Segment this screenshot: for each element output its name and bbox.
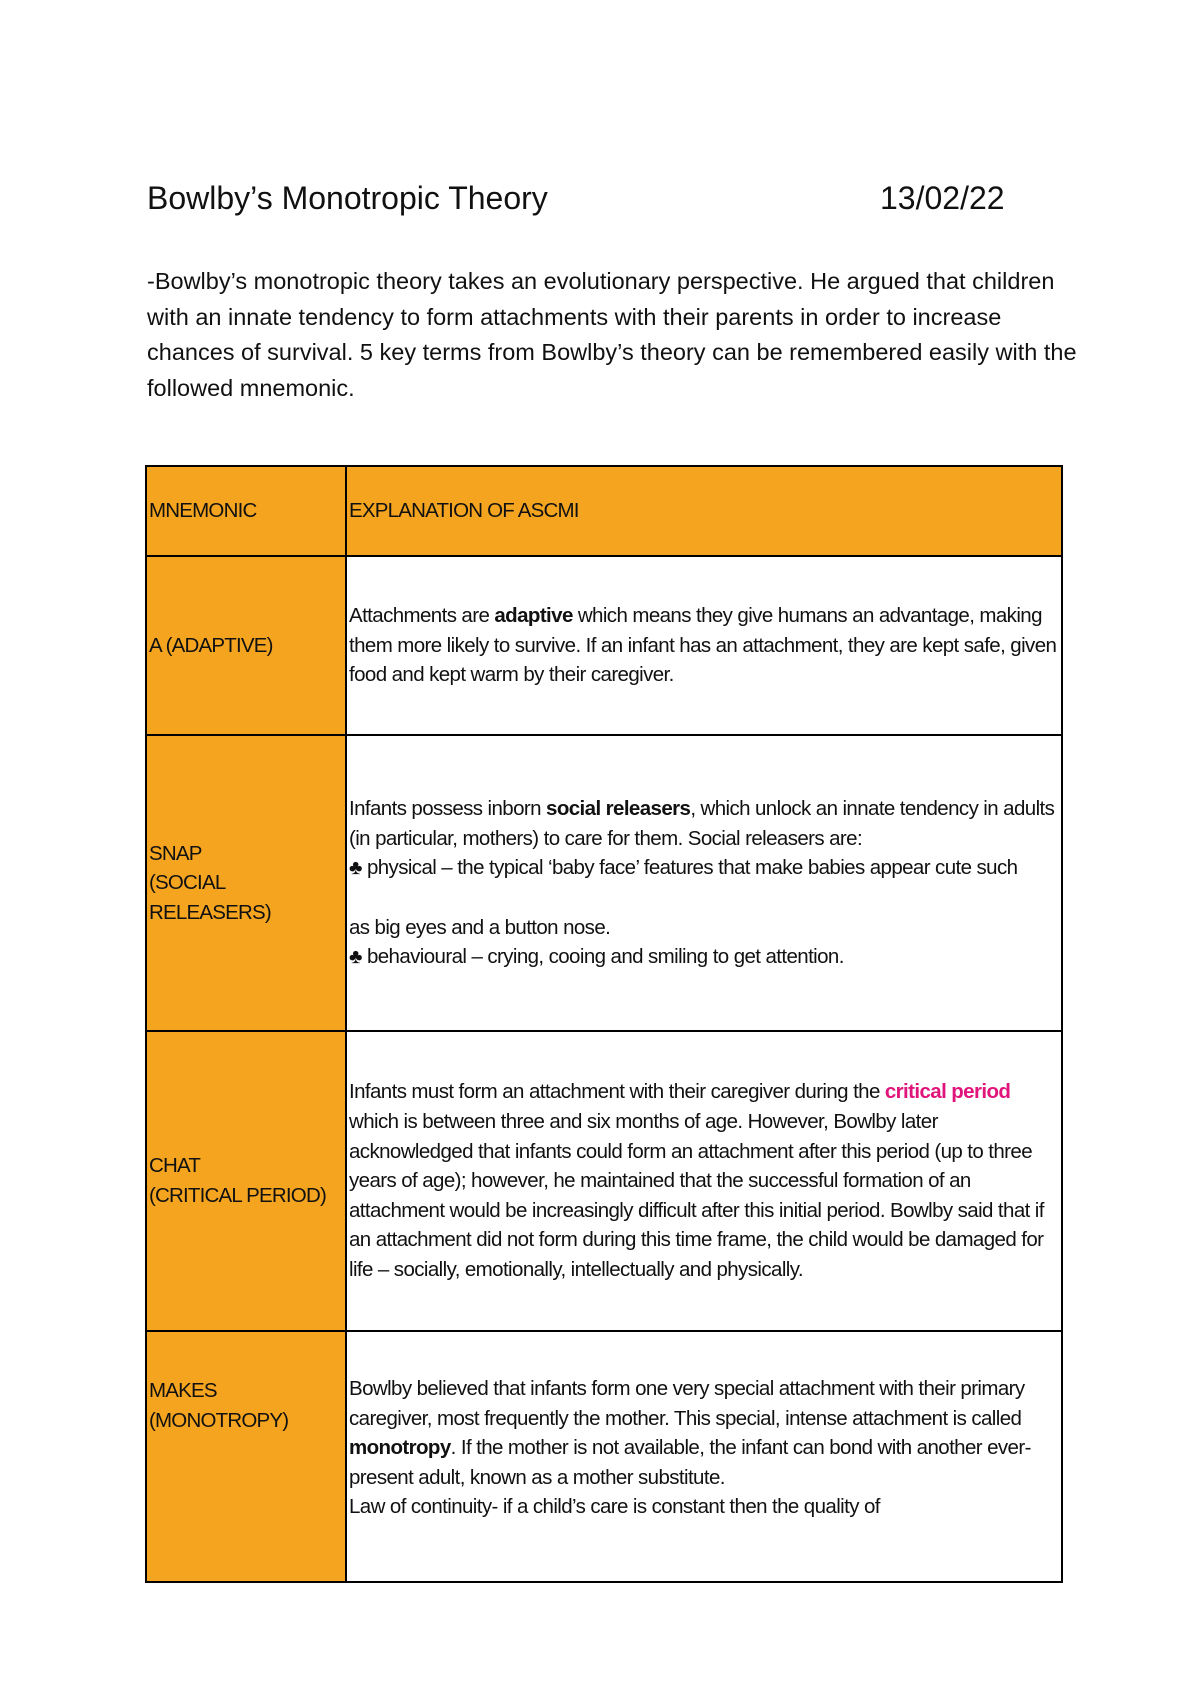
mnemonic-snap-term: (SOCIAL RELEASERS) [149,871,271,924]
mnemonic-cell-adaptive [146,556,346,735]
mnemonic-makes: MAKES [149,1379,217,1402]
mnemonic-makes-term: (MONOTROPY) [149,1408,289,1432]
mnemonic-snap: SNAP [149,841,202,865]
explanation-cell-makes: Bowlby believed that infants form one very special attachment with their primary caregiver, most frequently the mother. This special, intense attachment is called monotropy. If the mother is not available, the infant can bond with another ever- present adult, known as a mother substitute. Law of continuity- if a child’s care is constant then the quality of [346,1331,1062,1582]
mnemonic-adaptive: A (ADAPTIVE) [149,633,273,657]
explanation-cell-adaptive: Attachments are adaptive which means they give humans an advantage, making them more likely to survive. If an infant has an attachment, they are kept safe, given food and kept warm by their caregiver. [346,556,1062,735]
explanation-cell-snap: Infants possess inborn social releasers, which unlock an innate tendency in adults (in particular, mothers) to care for them. Social releasers are: ♣ physical – the typical ‘baby face’ features that make babies appear cute such as big eyes and a button nose. ♣ behavioural – crying, cooing and smiling to get attention. [346,735,1062,1031]
header-mnemonic: MNEMONIC [146,466,346,556]
bullet-physical-continuation: as big eyes and a button nose. [349,915,611,939]
document-title: Bowlby’s Monotropic Theory [147,180,548,216]
mnemonic-cell-chat [146,1031,346,1331]
mnemonic-chat-term: (CRITICAL PERIOD) [149,1184,326,1207]
bullet-behavioural: ♣ behavioural – crying, cooing and smiling to get attention. [349,945,844,969]
intro-paragraph: -Bowlby’s monotropic theory takes an evolutionary perspective. He argued that children with an innate tendency to form attachments with their parents in order to increase chances of survival. 5 key terms from Bowlby’s theory can be remembered easily with the followed mnemonic. [147,268,1077,401]
term-monotropy: monotropy [349,1436,451,1460]
table-row-chat [146,1031,1062,1331]
document-header [147,176,1027,220]
term-critical-period: critical period [884,1080,1011,1104]
bullet-physical: ♣ physical – the typical ‘baby face’ features that make babies appear cute such [349,856,1018,880]
table-header-row [146,466,1062,556]
law-of-continuity: Law of continuity- if a child’s care is constant then the quality of [349,1495,880,1519]
mnemonic-cell-makes [146,1331,346,1582]
term-social-releasers: social releasers [546,797,691,821]
document-date: 13/02/22 [880,180,1005,216]
mnemonic-cell-snap [146,735,346,1031]
ascmi-table [145,465,1063,1583]
table-row-adaptive [146,556,1062,735]
table-row-makes [146,1331,1062,1582]
term-adaptive: adaptive [494,604,573,628]
mnemonic-chat: CHAT [149,1154,201,1178]
explanation-cell-chat: Infants must form an attachment with their caregiver during the critical period which is between three and six months of age. However, Bowlby later acknowledged that infants could form an attachment after this period (up to three years of age); however, he maintained that the successful formation of an attachment would be increasingly difficult after this initial period. Bowlby said that if an attachment did not form during this time frame, the child would be damaged for life – socially, emotionally, intellectually and physically. [346,1031,1062,1331]
table-row-snap [146,735,1062,1031]
header-explanation: EXPLANATION OF ASCMI [346,466,1062,556]
